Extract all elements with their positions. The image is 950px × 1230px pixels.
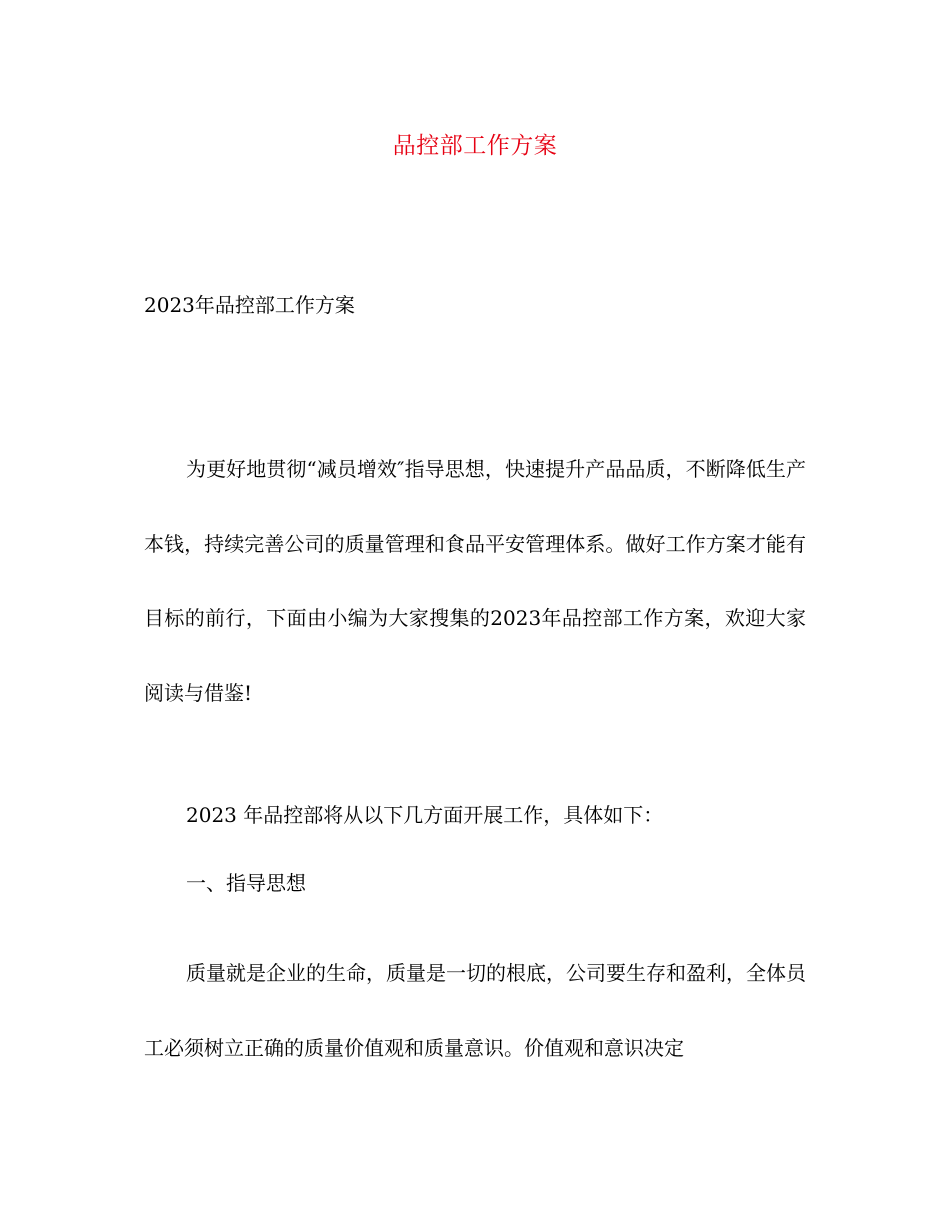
- intro-paragraph: 为更好地贯彻“减员增效″指导思想，快速提升产品品质，不断降低生产本钱，持续完善公司的质量管理和食品平安管理体系。做好工作方案才能有目标的前行，下面由小编为大家搜集的2023年品控部工作方案，欢迎大家阅读与借鉴!: [144, 457, 806, 705]
- overview-line: 2023 年品控部将从以下几方面开展工作，具体如下：: [186, 803, 664, 827]
- document-subtitle: 2023年品控部工作方案: [144, 293, 355, 317]
- document-title: 品控部工作方案: [392, 133, 558, 159]
- section-heading-guiding-ideology: 一、指导思想: [186, 871, 306, 895]
- section-body-paragraph: 质量就是企业的生命，质量是一切的根底，公司要生存和盈利，全体员工必须树立正确的质量价值观和质量意识。价值观和意识决定: [144, 961, 806, 1060]
